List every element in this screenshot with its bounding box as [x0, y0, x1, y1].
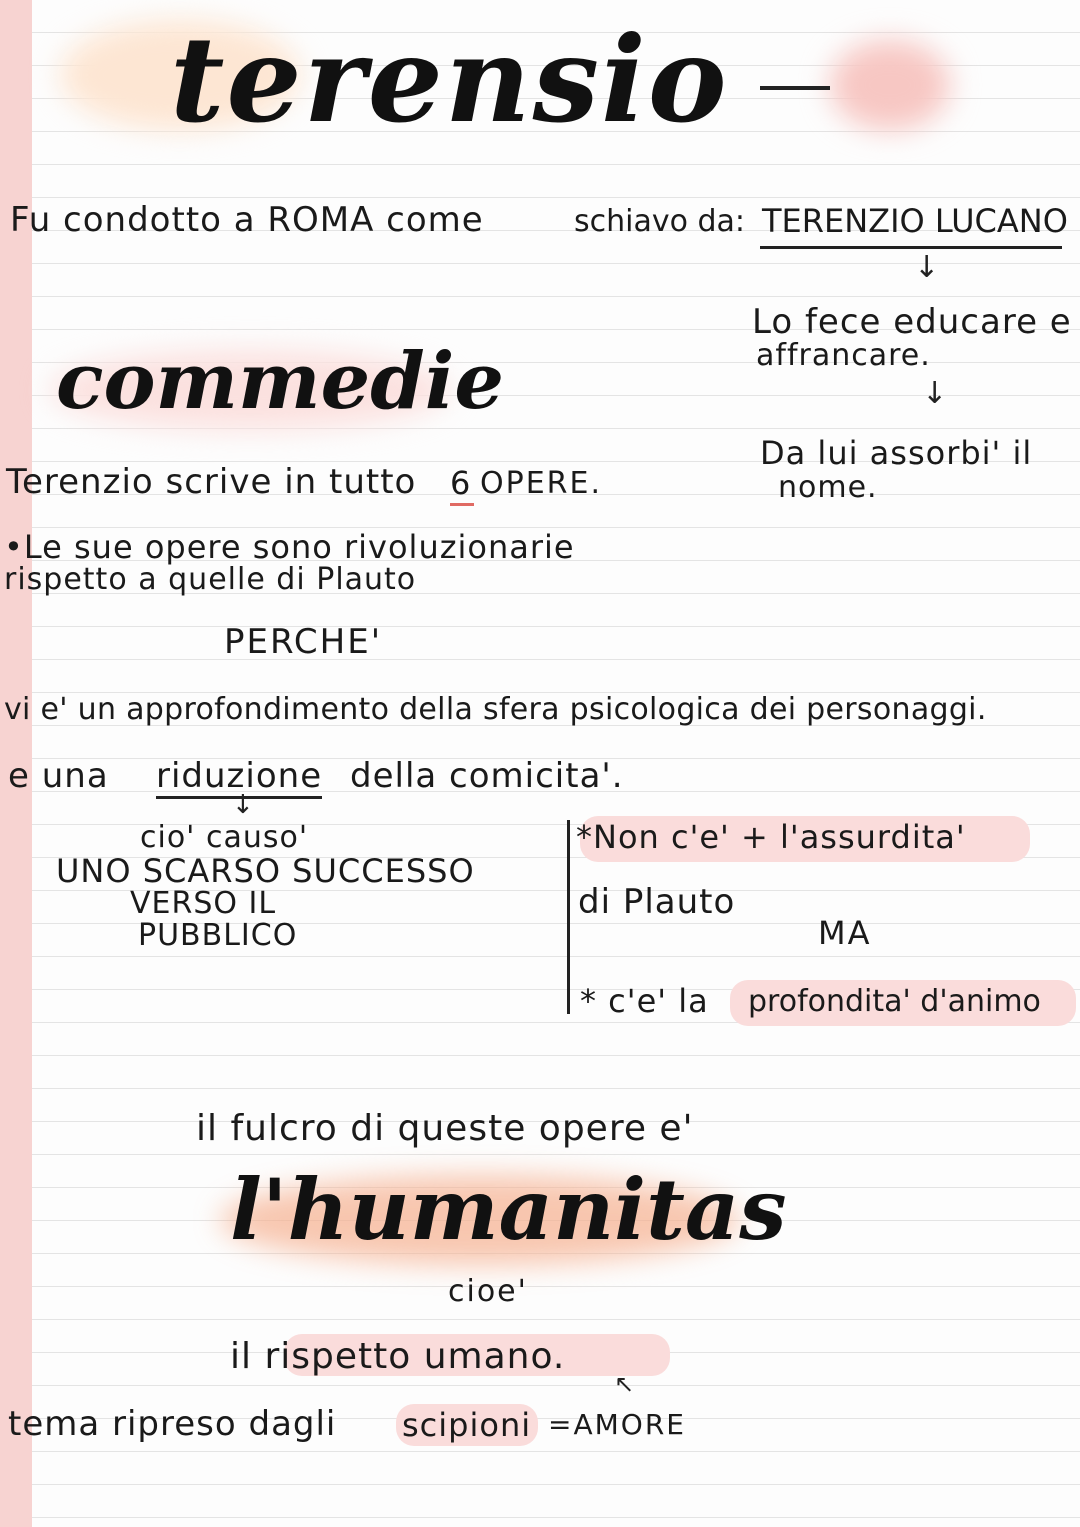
fulcro-line: il fulcro di queste opere e' [196, 1108, 694, 1149]
rispetto-umano: il rispetto umano. [230, 1336, 566, 1377]
bullet-1: •Le sue opere sono rivoluzionarie [4, 528, 575, 566]
terenzio-lucano-underline [760, 246, 1062, 249]
bullet-2: rispetto a quelle di Plauto [4, 562, 417, 597]
note-educare-2: affrancare. [756, 338, 931, 373]
scarso-1: UNO SCARSO SUCCESSO [56, 852, 475, 890]
title-tail-stroke [760, 86, 830, 90]
humanitas-heading: l'humanitas [230, 1160, 787, 1259]
riduzione-suffix: della comicita'. [350, 756, 624, 796]
opere-number-underline [450, 503, 474, 506]
tema-suffix: =AMORE [548, 1408, 686, 1441]
riduzione-prefix: e una [8, 756, 109, 796]
opere-number: 6 [450, 464, 473, 502]
note-educare-1: Lo fece educare e [752, 302, 1072, 342]
schiavo-label: schiavo da: [574, 204, 746, 239]
non-assurdita: *Non c'e' + l'assurdita' [576, 818, 966, 856]
arrow-down-icon: ↓ [232, 790, 254, 820]
terenzio-lucano: TERENZIO LUCANO [762, 202, 1068, 240]
cioe-label: cioe' [448, 1274, 528, 1309]
commedie-heading: commedie [56, 336, 505, 427]
profondita-text: profondita' d'animo [748, 984, 1041, 1019]
riduzione-word: riduzione [156, 756, 323, 796]
page-title: terensio [170, 10, 729, 149]
note-nome-2: nome. [778, 470, 878, 505]
cio-causo: cio' causo' [140, 820, 309, 855]
title-blob-right [830, 40, 950, 130]
ma-label: MA [818, 914, 872, 952]
column-divider [567, 820, 570, 1014]
perche-label: PERCHE' [224, 622, 383, 662]
scarso-3: PUBBLICO [138, 918, 298, 953]
tema-prefix: tema ripreso dagli [8, 1404, 337, 1444]
roma-line: Fu condotto a ROMA come [10, 200, 484, 240]
tema-scipioni: scipioni [402, 1406, 532, 1444]
note-nome-1: Da lui assorbi' il [760, 434, 1033, 472]
di-plauto: di Plauto [578, 882, 736, 922]
arrow-down-icon: ↓ [922, 376, 948, 411]
arrow-up-icon: ↖ [614, 1370, 635, 1398]
scarso-2: VERSO IL [130, 886, 277, 921]
arrow-down-icon: ↓ [914, 250, 940, 285]
approfondimento-line: vi e' un approfondimento della sfera psicologica dei personaggi. [4, 692, 987, 727]
opere-suffix: OPERE. [480, 466, 602, 501]
profondita-star: * c'e' la [580, 982, 709, 1020]
opere-prefix: Terenzio scrive in tutto [6, 462, 417, 502]
